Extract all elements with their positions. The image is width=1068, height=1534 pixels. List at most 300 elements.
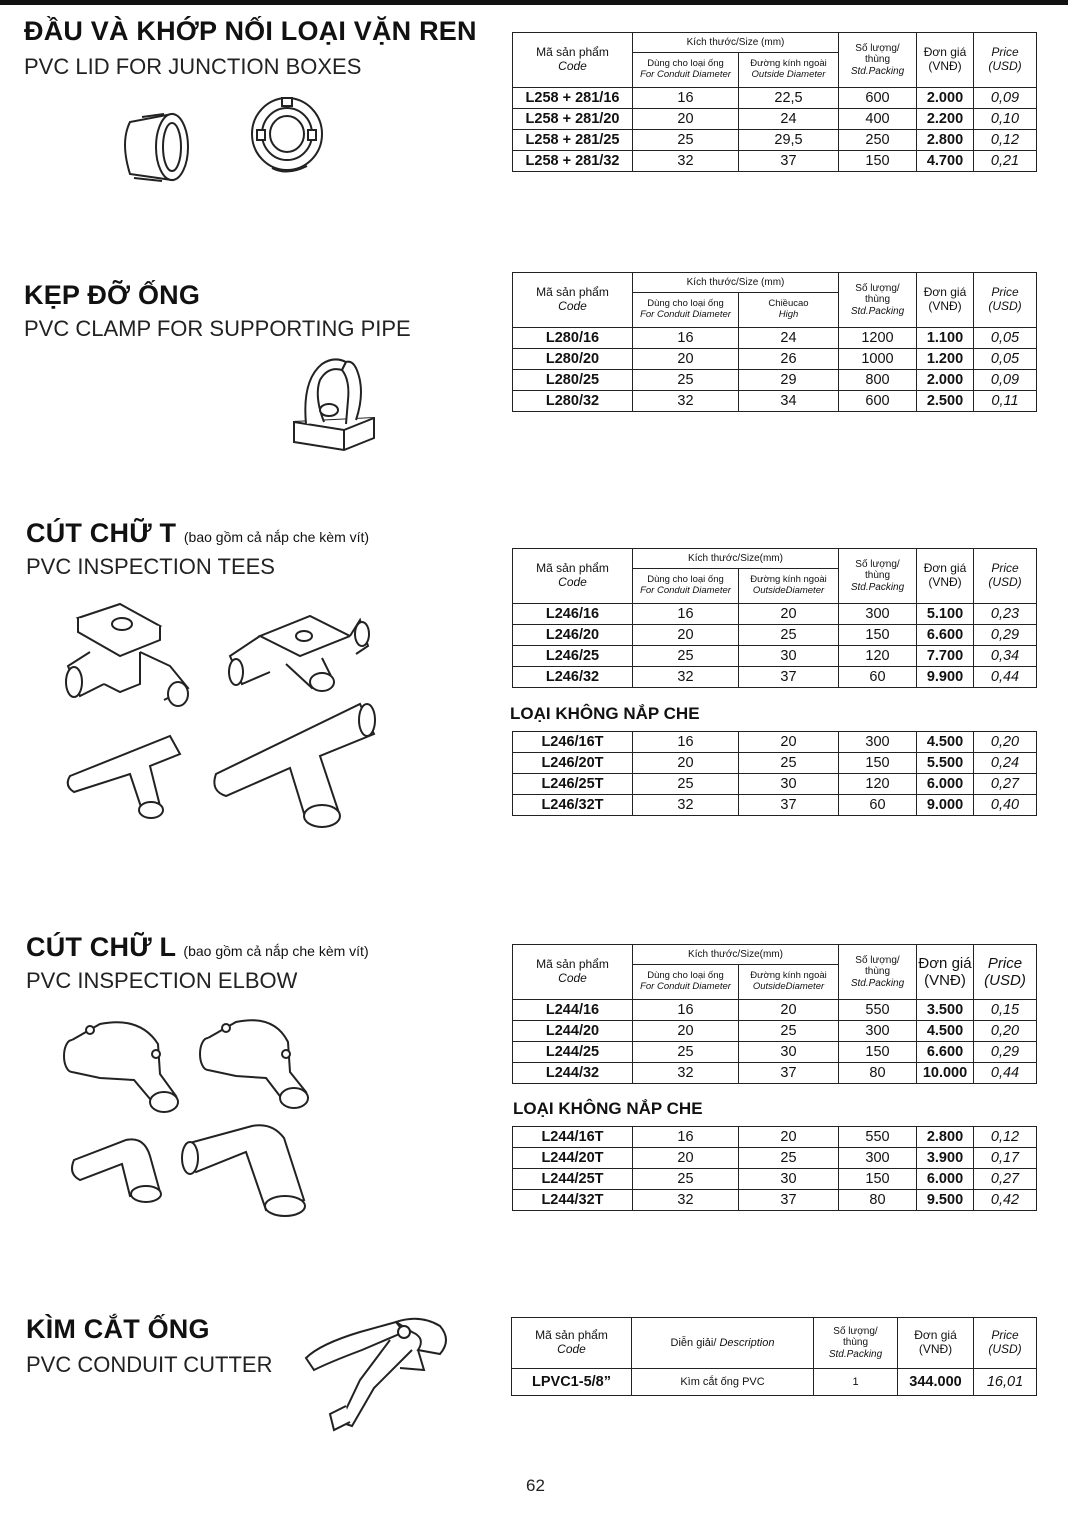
- cell-packing: 1000: [839, 349, 917, 370]
- cell-price-vnd: 6.000: [917, 1169, 974, 1190]
- header-conduit: [633, 569, 739, 604]
- cell-conduit-diameter: 20: [633, 625, 739, 646]
- header-code: [513, 945, 633, 1000]
- cell-packing: 60: [839, 667, 917, 688]
- cell-conduit-diameter: 20: [633, 349, 739, 370]
- header-outside-en: Outside Diameter: [751, 69, 826, 80]
- header-vnd-1: Đơn giá: [923, 45, 967, 60]
- header-code-en: Code: [557, 1342, 586, 1356]
- cell-packing: 1200: [839, 328, 917, 349]
- cell-price-vnd: 9.900: [917, 667, 974, 688]
- table-row: [513, 1190, 1037, 1211]
- cell-outside-diameter: 26: [739, 349, 839, 370]
- header-usd-1: Price: [991, 1328, 1019, 1343]
- cell-conduit-diameter: 16: [633, 88, 739, 109]
- header-vnd-1: Đơn giá: [923, 561, 967, 576]
- table-row: [513, 732, 1037, 753]
- header-pack-1: Số lượng/: [855, 282, 900, 294]
- cell-price-vnd: 10.000: [917, 1063, 974, 1084]
- header-vnd-1: Đơn giá: [923, 285, 967, 300]
- cell-price-vnd: 4.500: [917, 732, 974, 753]
- header-conduit: [633, 53, 739, 88]
- cell-packing: 120: [839, 774, 917, 795]
- cell-price-usd: 0,20: [974, 1021, 1037, 1042]
- cell-price-usd: 0,24: [974, 753, 1037, 774]
- table-row: [513, 774, 1037, 795]
- cell-outside-diameter: 29: [739, 370, 839, 391]
- cell-price-usd: 0,11: [974, 391, 1037, 412]
- header-code: [513, 273, 633, 328]
- table-row: [513, 109, 1037, 130]
- cell-conduit-diameter: 25: [633, 130, 739, 151]
- conduit-cutter-illustration: [300, 1310, 456, 1434]
- cell-packing: 550: [839, 1127, 917, 1148]
- cell-code: L244/25T: [513, 1169, 633, 1190]
- cell-outside-diameter: 25: [739, 1021, 839, 1042]
- cell-outside-diameter: 30: [739, 1042, 839, 1063]
- header-usd-1: Price: [991, 45, 1019, 60]
- cell-price-usd: 0,05: [974, 349, 1037, 370]
- cell-conduit-diameter: 16: [633, 1000, 739, 1021]
- cell-packing: 300: [839, 732, 917, 753]
- header-vnd-2: (VNĐ): [928, 59, 962, 73]
- cell-packing: 150: [839, 1042, 917, 1063]
- header-outside-en: OutsideDiameter: [752, 981, 825, 992]
- header-vnd: [917, 33, 974, 88]
- table-row: [513, 1169, 1037, 1190]
- cell-outside-diameter: 37: [739, 1063, 839, 1084]
- cell-price-vnd: 5.500: [917, 753, 974, 774]
- price-table-tees-no-cover: [512, 731, 1037, 816]
- table-row: [513, 753, 1037, 774]
- header-outside: [739, 569, 839, 604]
- section-title-clamp: KẸP ĐỠ ỐNG: [24, 280, 201, 310]
- cell-price-vnd: 2.800: [917, 1127, 974, 1148]
- page-number: 62: [526, 1476, 545, 1495]
- cell-price-usd: 0,34: [974, 646, 1037, 667]
- header-usd: [974, 945, 1037, 1000]
- cell-outside-diameter: 37: [739, 667, 839, 688]
- table-body-tees: [513, 604, 1037, 688]
- section-title-tees-text: CÚT CHỮ T: [26, 518, 177, 548]
- cell-price-usd: 0,05: [974, 328, 1037, 349]
- header-size: Kích thước/Size(mm): [633, 549, 839, 569]
- cell-outside-diameter: 20: [739, 732, 839, 753]
- cell-price-vnd: 4.500: [917, 1021, 974, 1042]
- cell-price-vnd: 1.200: [917, 349, 974, 370]
- cell-price-vnd: 344.000: [898, 1369, 974, 1396]
- header-usd: [974, 273, 1037, 328]
- section-subtitle-tees: PVC INSPECTION TEES: [26, 554, 275, 579]
- header-pack-2: thùng: [864, 570, 891, 582]
- cell-outside-diameter: 25: [739, 753, 839, 774]
- inspection-elbow-illustration: [60, 1014, 340, 1230]
- header-pack-1: Số lượng/: [833, 1325, 878, 1337]
- header-code-vi: Mã sản phẩm: [536, 561, 609, 576]
- header-code-vi: Mã sản phẩm: [536, 45, 609, 60]
- header-code-en: Code: [558, 971, 587, 985]
- cell-price-vnd: 6.600: [917, 1042, 974, 1063]
- header-code-vi: Mã sản phẩm: [535, 1328, 608, 1343]
- cell-price-usd: 0,20: [974, 732, 1037, 753]
- section-subtitle-lid: PVC LID FOR JUNCTION BOXES: [24, 54, 362, 79]
- cell-price-vnd: 9.500: [917, 1190, 974, 1211]
- cell-code: L246/32: [513, 667, 633, 688]
- cell-price-usd: 0,12: [974, 1127, 1037, 1148]
- header-code-vi: Mã sản phẩm: [536, 285, 609, 300]
- cell-code: L258 + 281/16: [513, 88, 633, 109]
- header-conduit-en: For Conduit Diameter: [640, 69, 731, 80]
- cell-conduit-diameter: 25: [633, 1042, 739, 1063]
- header-size: Kích thước/Size(mm): [633, 945, 839, 965]
- table-body-tees-no-cover: [513, 732, 1037, 816]
- cell-conduit-diameter: 32: [633, 795, 739, 816]
- header-conduit-en: For Conduit Diameter: [640, 585, 731, 596]
- cell-conduit-diameter: 32: [633, 1190, 739, 1211]
- table-row: [513, 646, 1037, 667]
- cell-packing: 80: [839, 1063, 917, 1084]
- header-usd: [974, 33, 1037, 88]
- cell-outside-diameter: 25: [739, 625, 839, 646]
- cell-outside-diameter: 25: [739, 1148, 839, 1169]
- cell-outside-diameter: 37: [739, 795, 839, 816]
- table-row: [513, 328, 1037, 349]
- cell-conduit-diameter: 25: [633, 646, 739, 667]
- header-usd-1: Price: [987, 954, 1023, 972]
- cell-price-usd: 0,44: [974, 667, 1037, 688]
- cell-code: L258 + 281/32: [513, 151, 633, 172]
- table-row: [513, 391, 1037, 412]
- cell-packing: 400: [839, 109, 917, 130]
- section-subtitle-clamp: PVC CLAMP FOR SUPPORTING PIPE: [24, 316, 411, 341]
- header-code-en: Code: [558, 299, 587, 313]
- cell-packing: 300: [839, 1021, 917, 1042]
- cell-conduit-diameter: 32: [633, 151, 739, 172]
- section-title-elbow-note: (bao gồm cả nắp che kèm vít): [183, 943, 369, 959]
- cell-code: L244/25: [513, 1042, 633, 1063]
- header-code-en: Code: [558, 59, 587, 73]
- header-vnd: [917, 549, 974, 604]
- cell-price-vnd: 2.800: [917, 130, 974, 151]
- price-table-tees: [512, 548, 1037, 688]
- cell-outside-diameter: 30: [739, 774, 839, 795]
- cell-price-usd: 0,44: [974, 1063, 1037, 1084]
- header-description: [632, 1318, 814, 1369]
- cell-price-usd: 0,29: [974, 625, 1037, 646]
- header-vnd-2: (VNĐ): [928, 299, 962, 313]
- cell-code: L246/20T: [513, 753, 633, 774]
- price-table-elbow-no-cover: [512, 1126, 1037, 1211]
- cell-outside-diameter: 24: [739, 109, 839, 130]
- header-conduit: [633, 965, 739, 1000]
- cell-description: Kìm cắt ống PVC: [632, 1369, 814, 1396]
- header-vnd-1: Đơn giá: [918, 954, 972, 972]
- cell-conduit-diameter: 25: [633, 774, 739, 795]
- cell-code: L244/20T: [513, 1148, 633, 1169]
- table-body-cutter: [512, 1369, 1037, 1396]
- header-pack: [839, 273, 917, 328]
- cell-price-usd: 0,09: [974, 88, 1037, 109]
- header-usd-1: Price: [991, 285, 1019, 300]
- header-pack-en: Std.Packing: [850, 65, 905, 77]
- cell-packing: 600: [839, 88, 917, 109]
- header-size: Kích thước/Size (mm): [633, 33, 839, 53]
- cell-packing: 120: [839, 646, 917, 667]
- header-usd-1: Price: [991, 561, 1019, 576]
- cell-code: L280/32: [513, 391, 633, 412]
- table-row: [513, 130, 1037, 151]
- cell-price-usd: 0,27: [974, 774, 1037, 795]
- cell-conduit-diameter: 25: [633, 1169, 739, 1190]
- cell-packing: 800: [839, 370, 917, 391]
- header-code: [513, 549, 633, 604]
- section-title-elbow-text: CÚT CHỮ L: [26, 932, 176, 962]
- cell-packing: 600: [839, 391, 917, 412]
- header-pack-en: Std.Packing: [850, 581, 905, 593]
- price-table-cutter: [511, 1317, 1037, 1396]
- header-pack: [839, 33, 917, 88]
- cell-packing: 550: [839, 1000, 917, 1021]
- header-conduit-vi: Dùng cho loại ống: [647, 58, 724, 70]
- cell-code: L246/16T: [513, 732, 633, 753]
- section-title-elbow: [26, 932, 369, 963]
- table-row: [513, 1063, 1037, 1084]
- header-pack: [839, 549, 917, 604]
- section-title-lid: ĐẦU VÀ KHỚP NỐI LOẠI VẶN REN: [24, 16, 477, 46]
- cell-price-usd: 0,10: [974, 109, 1037, 130]
- cell-code: L244/16T: [513, 1127, 633, 1148]
- header-pack: [839, 945, 917, 1000]
- cell-packing: 250: [839, 130, 917, 151]
- header-conduit-en: For Conduit Diameter: [640, 309, 731, 320]
- cell-price-vnd: 4.700: [917, 151, 974, 172]
- cell-code: L280/20: [513, 349, 633, 370]
- price-table-lid: [512, 32, 1037, 172]
- cell-price-vnd: 2.000: [917, 370, 974, 391]
- header-height-en: High: [778, 309, 799, 320]
- header-vnd-1: Đơn giá: [914, 1328, 957, 1343]
- table-row: [513, 151, 1037, 172]
- header-pack-2: thùng: [864, 294, 891, 306]
- no-cover-label-tees: LOẠI KHÔNG NẮP CHE: [510, 704, 700, 723]
- header-vnd: [917, 273, 974, 328]
- cell-conduit-diameter: 20: [633, 1021, 739, 1042]
- cell-code: L258 + 281/25: [513, 130, 633, 151]
- cell-code: L258 + 281/20: [513, 109, 633, 130]
- cell-price-usd: 0,27: [974, 1169, 1037, 1190]
- cell-price-vnd: 7.700: [917, 646, 974, 667]
- cell-code: L246/32T: [513, 795, 633, 816]
- cell-outside-diameter: 37: [739, 151, 839, 172]
- header-pack-2: thùng: [842, 1337, 869, 1349]
- cell-price-vnd: 1.100: [917, 328, 974, 349]
- cell-outside-diameter: 29,5: [739, 130, 839, 151]
- cell-code: L244/32: [513, 1063, 633, 1084]
- cell-outside-diameter: 24: [739, 328, 839, 349]
- section-title-tees: [26, 518, 369, 549]
- cell-outside-diameter: 30: [739, 1169, 839, 1190]
- table-row: [513, 1000, 1037, 1021]
- header-vnd-2: (VNĐ): [924, 972, 966, 989]
- cell-code: L244/20: [513, 1021, 633, 1042]
- header-usd: [974, 1318, 1037, 1369]
- cell-packing: 1: [814, 1369, 898, 1396]
- header-usd-2: (USD): [988, 59, 1022, 73]
- cell-code: LPVC1-5/8”: [512, 1369, 632, 1396]
- header-outside-vi: Đường kính ngoài: [750, 574, 827, 586]
- header-vnd: [917, 945, 974, 1000]
- pipe-clamp-illustration: [284, 350, 384, 456]
- cell-price-vnd: 2.500: [917, 391, 974, 412]
- header-outside: [739, 53, 839, 88]
- cell-price-vnd: 6.000: [917, 774, 974, 795]
- cell-code: L280/16: [513, 328, 633, 349]
- cell-code: L244/32T: [513, 1190, 633, 1211]
- top-rule: [0, 0, 1068, 5]
- header-pack: [814, 1318, 898, 1369]
- cell-code: L246/25: [513, 646, 633, 667]
- cell-code: L246/16: [513, 604, 633, 625]
- cell-code: L244/16: [513, 1000, 633, 1021]
- header-description-en: Description: [719, 1336, 775, 1349]
- header-code-en: Code: [558, 575, 587, 589]
- cell-packing: 60: [839, 795, 917, 816]
- cell-price-usd: 0,23: [974, 604, 1037, 625]
- cell-outside-diameter: 20: [739, 604, 839, 625]
- cell-packing: 150: [839, 1169, 917, 1190]
- table-body-lid: [513, 88, 1037, 172]
- cell-conduit-diameter: 16: [633, 328, 739, 349]
- header-description-vi: Diễn giải/: [670, 1336, 717, 1349]
- header-code: [513, 33, 633, 88]
- header-pack-1: Số lượng/: [855, 42, 900, 54]
- table-row: [513, 88, 1037, 109]
- cell-code: L246/20: [513, 625, 633, 646]
- table-row: [513, 795, 1037, 816]
- header-usd-2: (USD): [984, 972, 1026, 989]
- header-code-vi: Mã sản phẩm: [536, 957, 609, 972]
- cell-price-usd: 0,29: [974, 1042, 1037, 1063]
- header-usd-2: (USD): [988, 575, 1022, 589]
- table-row: [512, 1369, 1037, 1396]
- header-conduit-vi: Dùng cho loại ống: [647, 298, 724, 310]
- cell-price-usd: 0,12: [974, 130, 1037, 151]
- cell-packing: 300: [839, 1148, 917, 1169]
- header-pack-en: Std.Packing: [850, 305, 905, 317]
- table-row: [513, 625, 1037, 646]
- cell-conduit-diameter: 16: [633, 1127, 739, 1148]
- cell-price-usd: 0,21: [974, 151, 1037, 172]
- cell-packing: 80: [839, 1190, 917, 1211]
- cell-price-vnd: 3.500: [917, 1000, 974, 1021]
- header-height: [739, 293, 839, 328]
- cell-packing: 150: [839, 625, 917, 646]
- cell-conduit-diameter: 16: [633, 732, 739, 753]
- cell-conduit-diameter: 20: [633, 1148, 739, 1169]
- header-pack-1: Số lượng/: [855, 954, 900, 966]
- cell-packing: 300: [839, 604, 917, 625]
- header-height-vi: Chiềucao: [768, 298, 809, 310]
- table-body-clamp: [513, 328, 1037, 412]
- cell-conduit-diameter: 20: [633, 109, 739, 130]
- header-vnd-2: (VNĐ): [918, 1342, 953, 1356]
- price-table-elbow: [512, 944, 1037, 1084]
- section-subtitle-elbow: PVC INSPECTION ELBOW: [26, 968, 298, 993]
- section-title-cutter: KÌM CẮT ỐNG: [26, 1314, 210, 1344]
- cell-outside-diameter: 20: [739, 1000, 839, 1021]
- cell-price-usd: 0,40: [974, 795, 1037, 816]
- section-subtitle-cutter: PVC CONDUIT CUTTER: [26, 1352, 273, 1377]
- header-outside: [739, 965, 839, 1000]
- header-conduit-vi: Dùng cho loại ống: [647, 574, 724, 586]
- cell-price-usd: 16,01: [974, 1369, 1037, 1396]
- cell-price-usd: 0,15: [974, 1000, 1037, 1021]
- cell-price-vnd: 6.600: [917, 625, 974, 646]
- table-row: [513, 604, 1037, 625]
- header-pack-2: thùng: [864, 54, 891, 66]
- header-vnd: [898, 1318, 974, 1369]
- header-conduit-vi: Dùng cho loại ống: [647, 970, 724, 982]
- cell-conduit-diameter: 32: [633, 667, 739, 688]
- cell-price-vnd: 2.000: [917, 88, 974, 109]
- cell-conduit-diameter: 16: [633, 604, 739, 625]
- cell-price-usd: 0,09: [974, 370, 1037, 391]
- price-table-clamp: [512, 272, 1037, 412]
- inspection-tee-illustration: [60, 596, 380, 846]
- cell-outside-diameter: 22,5: [739, 88, 839, 109]
- cell-price-usd: 0,17: [974, 1148, 1037, 1169]
- cell-price-vnd: 5.100: [917, 604, 974, 625]
- cell-conduit-diameter: 20: [633, 753, 739, 774]
- header-usd-2: (USD): [988, 299, 1022, 313]
- cell-outside-diameter: 20: [739, 1127, 839, 1148]
- table-row: [513, 1127, 1037, 1148]
- header-conduit-en: For Conduit Diameter: [640, 981, 731, 992]
- header-conduit: [633, 293, 739, 328]
- table-row: [513, 349, 1037, 370]
- header-vnd-2: (VNĐ): [928, 575, 962, 589]
- header-usd: [974, 549, 1037, 604]
- section-title-tees-note: (bao gồm cả nắp che kèm vít): [183, 529, 370, 545]
- cell-code: L280/25: [513, 370, 633, 391]
- cell-price-vnd: 3.900: [917, 1148, 974, 1169]
- no-cover-label-elbow: LOẠI KHÔNG NẮP CHE: [513, 1099, 703, 1118]
- cell-conduit-diameter: 25: [633, 370, 739, 391]
- cell-outside-diameter: 30: [739, 646, 839, 667]
- header-pack-2: thùng: [864, 966, 891, 978]
- cell-outside-diameter: 34: [739, 391, 839, 412]
- table-body-elbow-no-cover: [513, 1127, 1037, 1211]
- table-row: [513, 667, 1037, 688]
- cell-price-usd: 0,42: [974, 1190, 1037, 1211]
- cell-code: L246/25T: [513, 774, 633, 795]
- header-outside-en: OutsideDiameter: [752, 585, 825, 596]
- table-body-elbow: [513, 1000, 1037, 1084]
- cell-packing: 150: [839, 753, 917, 774]
- lid-coupling-illustration: [112, 92, 338, 192]
- header-outside-vi: Đường kính ngoài: [750, 970, 827, 982]
- cell-conduit-diameter: 32: [633, 391, 739, 412]
- header-pack-en: Std.Packing: [828, 1348, 883, 1360]
- table-row: [513, 1021, 1037, 1042]
- table-row: [513, 370, 1037, 391]
- header-outside-vi: Đường kính ngoài: [750, 58, 827, 70]
- cell-price-vnd: 9.000: [917, 795, 974, 816]
- table-row: [513, 1042, 1037, 1063]
- header-pack-en: Std.Packing: [850, 977, 905, 989]
- header-pack-1: Số lượng/: [855, 558, 900, 570]
- cell-outside-diameter: 37: [739, 1190, 839, 1211]
